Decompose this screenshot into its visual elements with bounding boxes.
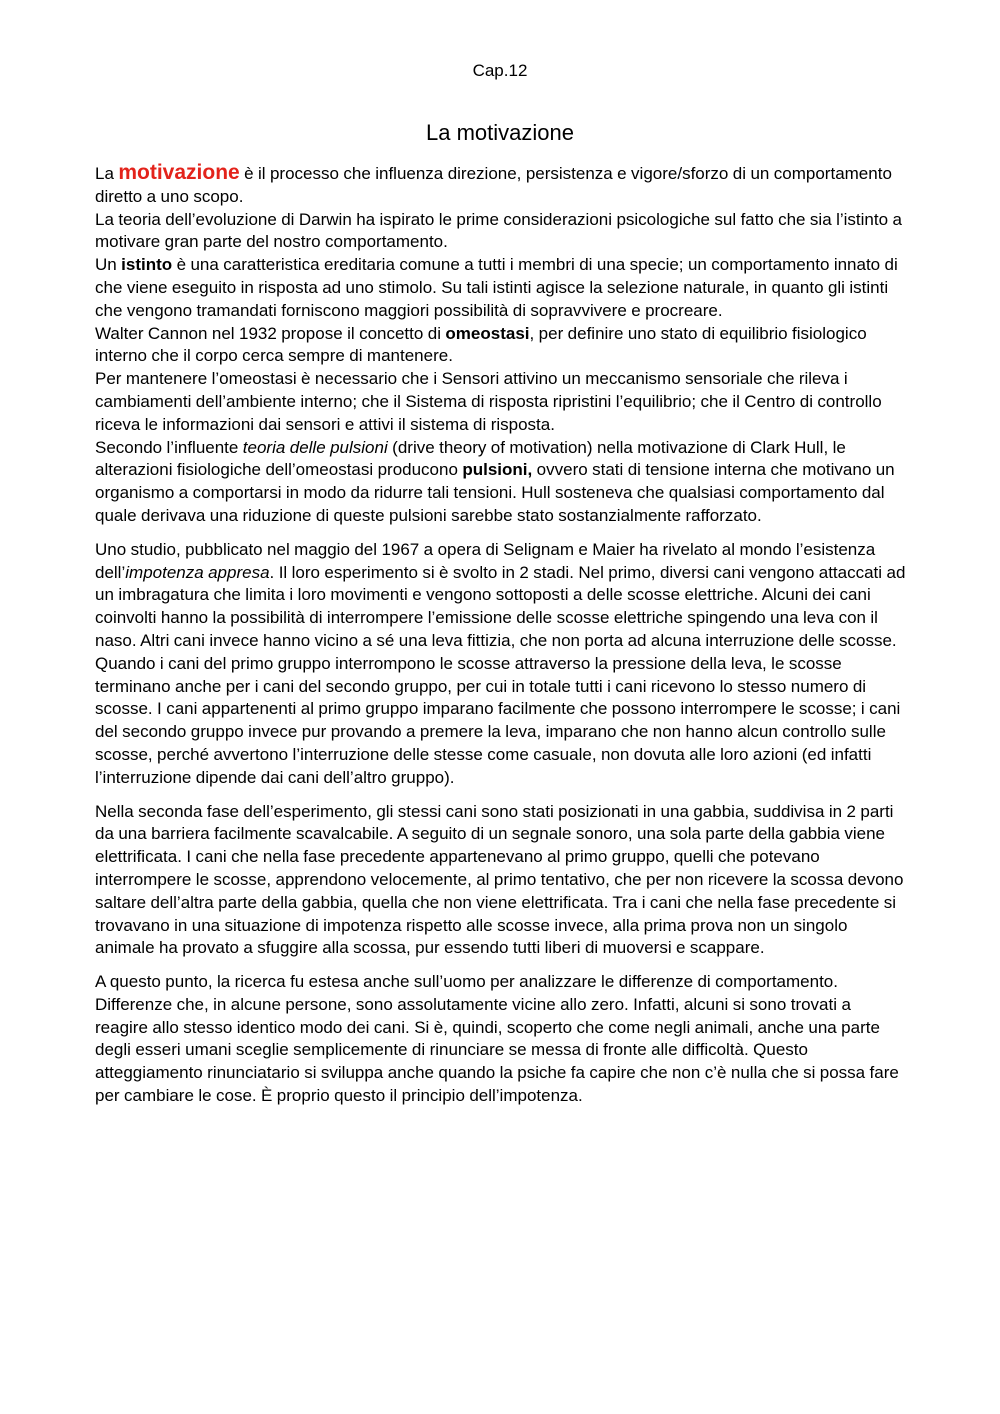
text-run: Uno studio, pubblicato nel maggio del 1967 a opera di Selignam e Maier ha rivelato al mondo l’esistenza dell’ [95, 539, 876, 582]
chapter-label: Cap.12 [472, 61, 528, 80]
paragraph-conclusion: A questo punto, la ricerca fu estesa anche sull’uomo per analizzare le differenze di comportamento. Differenze che, in alcune persone, sono assolutamente vicine allo zero. Infatti, alcuni si sono trovati a reagire allo stesso identico modo dei cani. Si è, quindi, scoperto che come negli animali, anche una parte degli esseri umani sceglie semplicemente di rinunciare se messa di fronte alle difficoltà. Questo atteggiamento rinunciatario si sviluppa anche quando la psiche fa capire che non c’è nulla che si possa fare per cambiare le cose. È proprio questo il principio dell’impotenza. [95, 972, 899, 1106]
text-run: Walter Cannon nel 1932 propose il concetto di [95, 323, 446, 343]
bold-term-pulsioni: pulsioni, [462, 460, 533, 480]
italic-term-teoria-pulsioni: teoria delle pulsioni [242, 437, 388, 457]
paragraph-second-phase: Nella seconda fase dell’esperimento, gli stessi cani sono stati posizionati in una gabbia, suddivisa in 2 parti da una barriera facilmente scavalcabile. A seguito di un segnale sonoro, una sola parte della gabbia viene elettrificata. I cani che nella fase precedente appartenevano al primo gruppo, quelli che potevano interrompere le scosse, apprendono velocemente, al primo tentativo, che per non ricevere la scossa devono saltare dell’altra parte della gabbia, quella che non viene elettrificata. Tra i cani che nella fase precedente si trovavano in una situazione di impotenza rispetto alle scosse invece, alla prima prova non un singolo animale ha provato a sfuggire alla scossa, pur essendo tutti liberi di muoversi e scappare. [95, 801, 904, 958]
text-run: Secondo l’influente [95, 437, 243, 457]
italic-term-impotenza-appresa: impotenza appresa [125, 562, 270, 582]
text-run: , per definire uno stato di equilibrio fisiologico interno che il corpo cerca sempre di mantenere. [95, 323, 867, 366]
bold-term-istinto: istinto [121, 255, 173, 275]
highlighted-term-motivazione: motivazione [118, 161, 240, 184]
body-text [95, 162, 907, 1108]
paragraph-pulsioni [95, 437, 907, 528]
text-run: ovvero stati di tensione interna che motivano un organismo a comportarsi in modo da ridurre tali tensioni. Hull sosteneva che qualsiasi comportamento dal quale derivava una riduzione di queste pulsioni sarebbe stato sostanzialmente rafforzato. [95, 460, 895, 525]
bold-term-omeostasi: omeostasi [445, 323, 530, 343]
page-title: La motivazione [426, 120, 574, 145]
text-run: Un [95, 255, 122, 275]
paragraph-definition [95, 162, 907, 209]
paragraph-istinto [95, 254, 907, 322]
paragraph-darwin: La teoria dell’evoluzione di Darwin ha ispirato le prime considerazioni psicologiche sul fatto che sia l’istinto a motivare gran parte del nostro comportamento. [95, 209, 902, 252]
paragraph-sensori: Per mantenere l’omeostasi è necessario che i Sensori attivino un meccanismo sensoriale che rileva i cambiamenti dell’ambiente interno; che il Sistema di risposta ripristini l’equilibrio; che il Centro di controllo riceva le informazioni dai sensori e attivi il sistema di risposta. [95, 369, 882, 434]
paragraph-omeostasi [95, 323, 907, 369]
text-run: La [95, 164, 119, 183]
text-run: è una caratteristica ereditaria comune a tutti i membri di una specie; un comportamento innato di che viene eseguito in risposta ad uno stimolo. Su tali istinti agisce la selezione naturale, in quanto gli istinti che vengono tramandati forniscono maggiori possibilità di sopravvivere e procreare. [95, 255, 898, 320]
paragraph-study [95, 539, 907, 790]
text-run: (drive theory of motivation) nella motivazione di Clark Hull, le alterazioni fisiologiche dell’omeostasi producono [95, 437, 846, 480]
text-run: è il processo che influenza direzione, persistenza e vigore/sforzo di un comportamento diretto a uno scopo. [95, 164, 892, 206]
text-run: . Il loro esperimento si è svolto in 2 stadi. Nel primo, diversi cani vengono attaccati ad un imbragatura che limita i loro movimenti e vengono sottoposti a delle scosse elettriche. Alcuni dei cani coinvolti hanno la possibilità di interrompere l’emissione delle scosse elettriche spingendo una leva con il naso. Altri cani invece hanno vicino a sé una leva fittizia, che non porta ad alcuna interruzione delle scosse. Quando i cani del primo gruppo interrompono le scosse attraverso la pressione della leva, le scosse terminano anche per i cani del secondo gruppo, per cui in totale tutti i cani ricevono lo stesso numero di scosse. I cani appartenenti al primo gruppo imparano facilmente che possono interrompere le scosse; i cani del secondo gruppo invece pur provando a premere la leva, imparano che non hanno alcun controllo sulle scosse, perché avvertono l’interruzione delle stesse come casuale, non dovuta alle loro azioni (ed infatti l’interruzione dipende dai cani dell’altro gruppo). [95, 562, 906, 787]
